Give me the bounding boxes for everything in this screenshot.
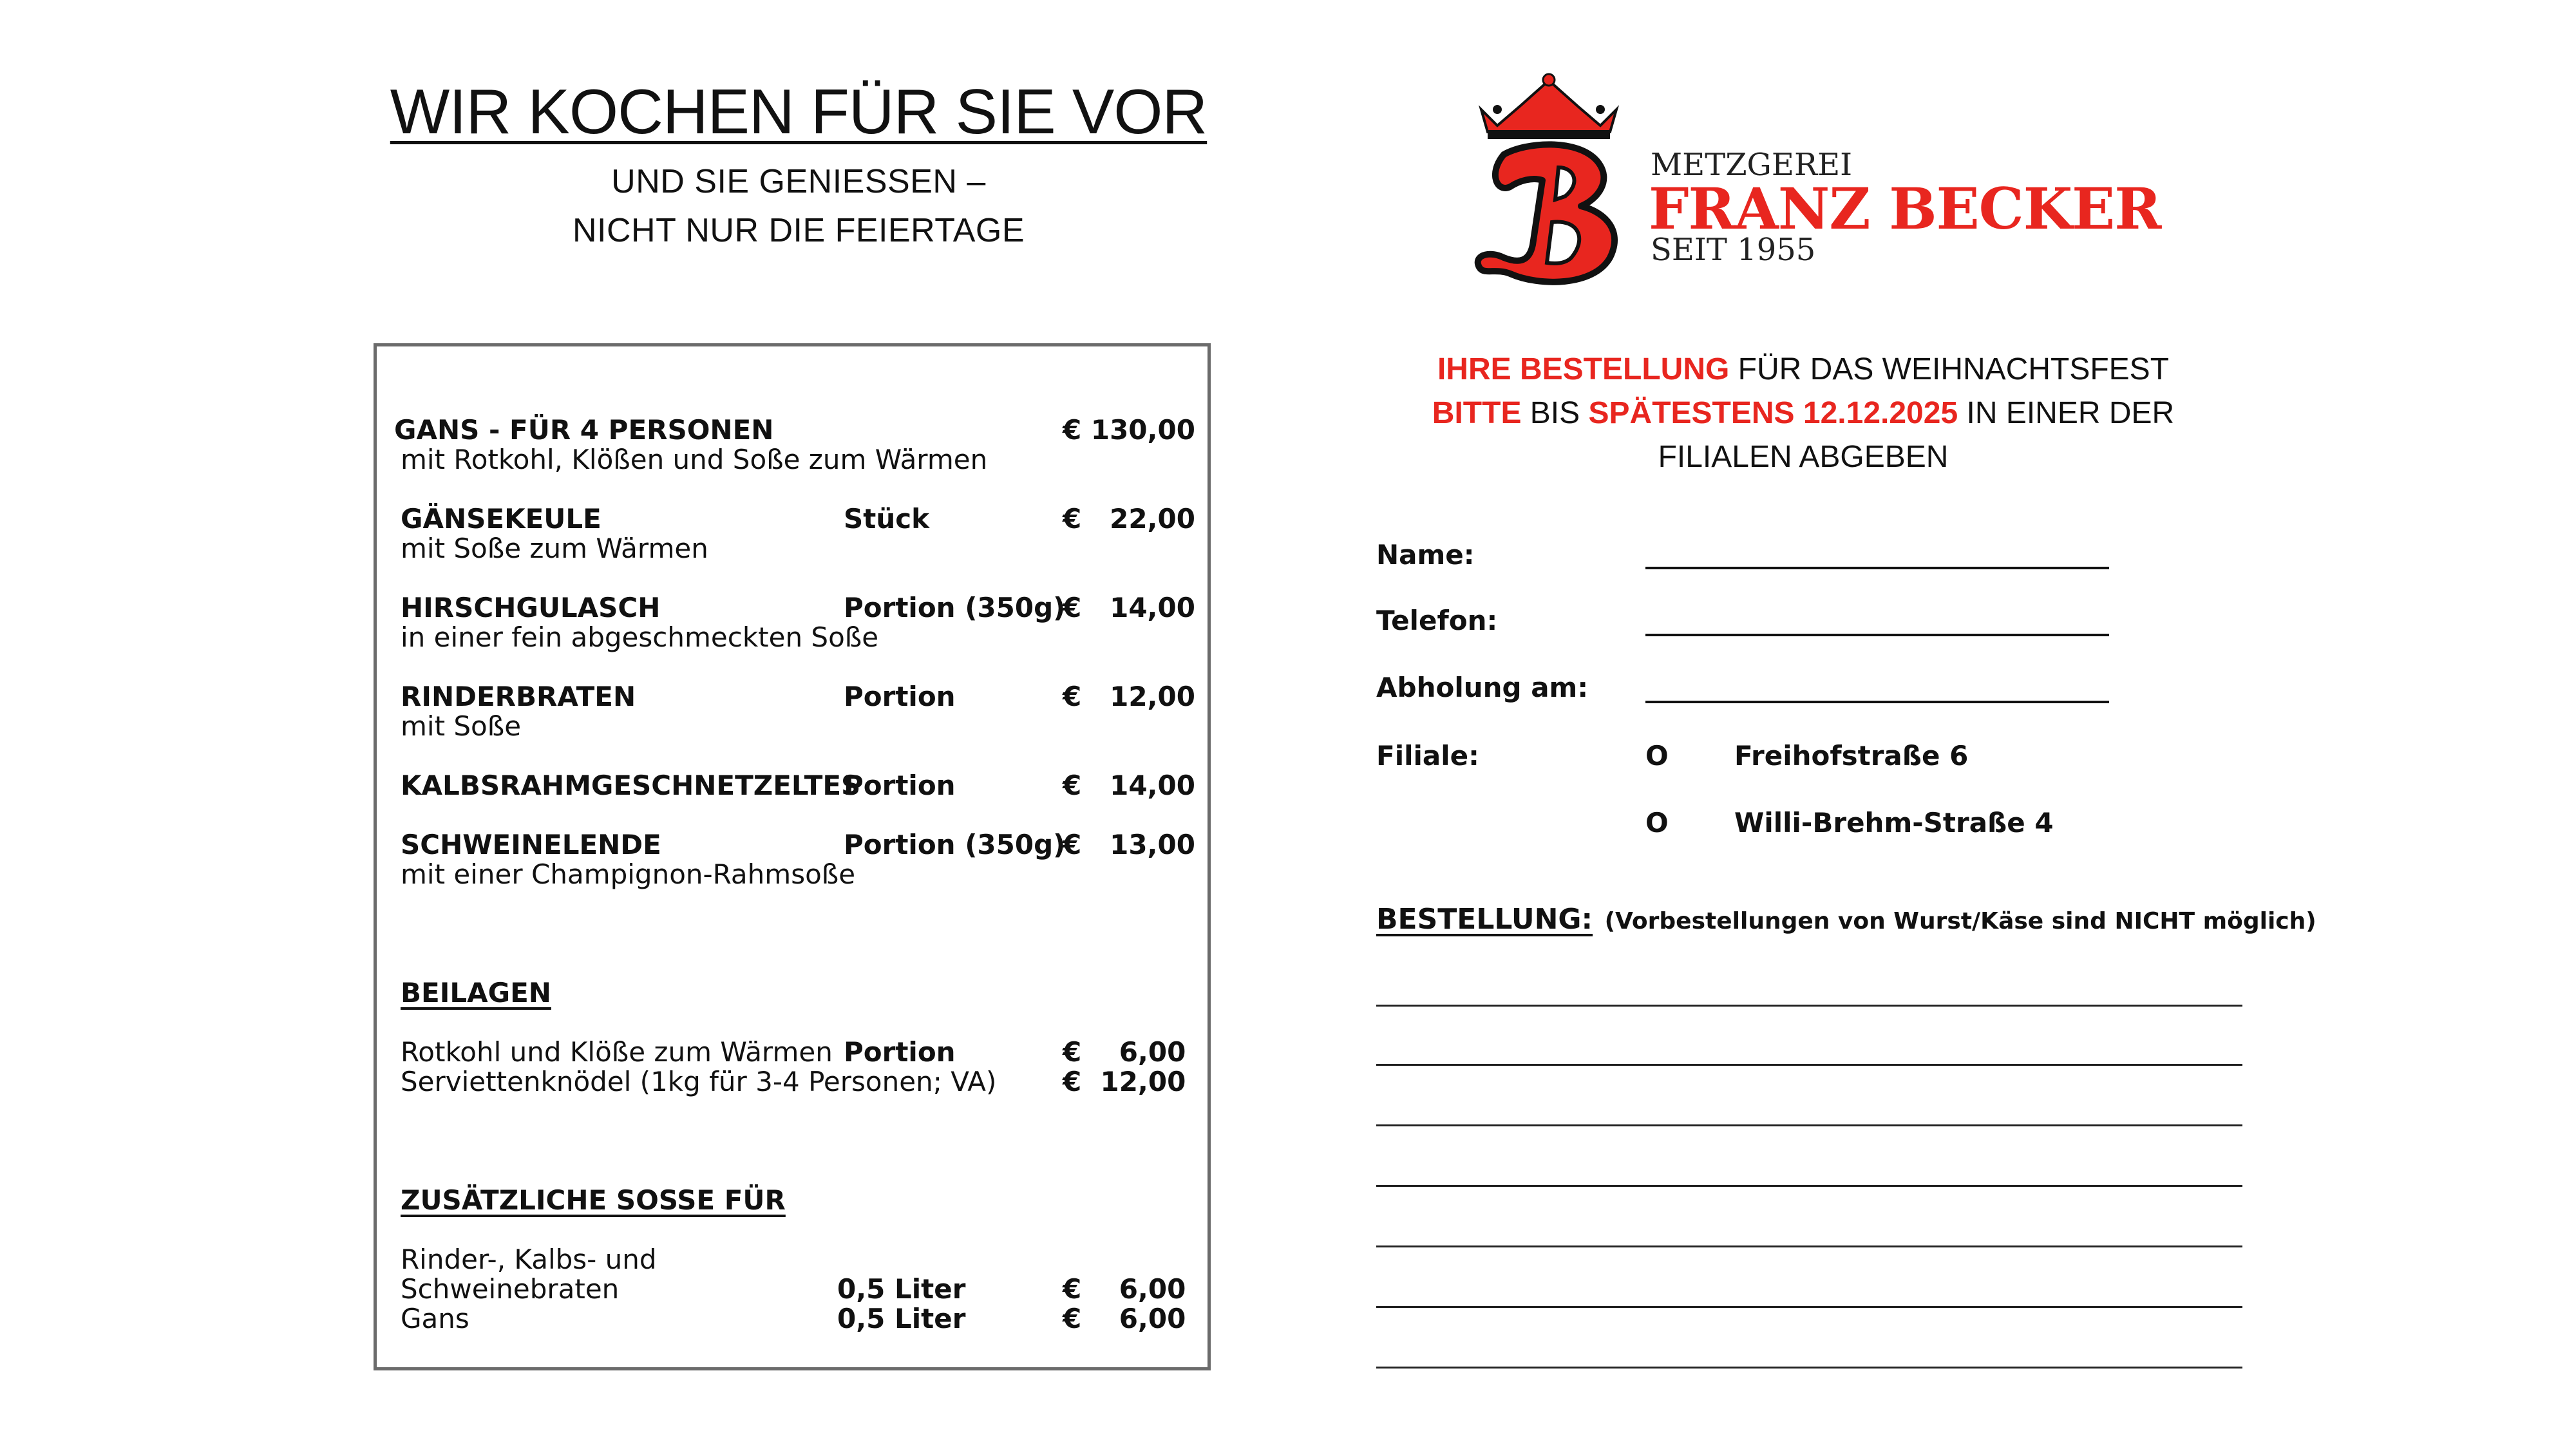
item-unit: Portion (844, 681, 956, 712)
item-price: € 14,00 (1063, 592, 1195, 623)
name-field[interactable] (1645, 567, 2109, 569)
order-note: (Vorbestellungen von Wurst/Käse sind NICHT möglich) (1604, 908, 2316, 934)
item-price: € 13,00 (1063, 829, 1195, 860)
order-line[interactable] (1376, 1124, 2242, 1126)
item-unit: Portion (350g) (844, 829, 1066, 860)
side-price: € 12,00 (1063, 1066, 1186, 1097)
pickup-date-field[interactable] (1645, 701, 2109, 703)
order-notice-line-3: FILIALEN ABGEBEN (1658, 440, 1949, 474)
item-price: € 22,00 (1063, 503, 1195, 535)
item-name: SCHWEINELENDE (401, 829, 661, 860)
item-desc: mit Soße zum Wärmen (401, 533, 708, 564)
sauce-name-line1: Rinder-, Kalbs- und (401, 1244, 657, 1275)
item-unit: Stück (844, 503, 930, 535)
order-line[interactable] (1376, 1245, 2242, 1247)
order-line[interactable] (1376, 1185, 2242, 1187)
radio-circle-icon[interactable]: O (1645, 807, 1669, 838)
phone-field[interactable] (1645, 634, 2109, 636)
item-price: € 130,00 (1063, 414, 1195, 446)
item-price: € 14,00 (1063, 770, 1195, 801)
sauce-unit: 0,5 Liter (837, 1273, 966, 1305)
notice-text: FÜR DAS WEIHNACHTSFEST (1729, 352, 2170, 386)
item-unit: Portion (350g) (844, 592, 1066, 623)
brand-prefix: METZGEREI (1651, 147, 1853, 183)
order-notice-line-2 (1417, 395, 2190, 431)
notice-deadline: SPÄTESTENS 12.12.2025 (1588, 396, 1958, 430)
item-desc: mit Soße (401, 710, 522, 742)
brand-logo (1468, 71, 1629, 290)
order-heading-row (1376, 904, 2316, 937)
item-price: € 12,00 (1063, 681, 1195, 712)
brand-since: SEIT 1955 (1651, 232, 1816, 268)
side-name: Serviettenknödel (1kg für 3-4 Personen; VA) (401, 1066, 997, 1097)
order-line[interactable] (1376, 1064, 2242, 1066)
order-notice-line-1 (1417, 352, 2190, 388)
side-unit: Portion (844, 1036, 956, 1068)
sauce-name-line2: Gans (401, 1303, 469, 1334)
item-desc: mit Rotkohl, Klößen und Soße zum Wärmen (401, 444, 988, 475)
sauce-unit: 0,5 Liter (837, 1303, 966, 1334)
item-desc: in einer fein abgeschmeckten Soße (401, 621, 879, 653)
phone-label: Telefon: (1376, 605, 1498, 636)
pickup-label: Abholung am: (1376, 672, 1589, 703)
item-desc: mit einer Champignon-Rahmsoße (401, 858, 856, 890)
name-label: Name: (1376, 539, 1475, 571)
order-line[interactable] (1376, 1306, 2242, 1308)
sauce-price: € 6,00 (1063, 1273, 1186, 1305)
item-unit: Portion (844, 770, 956, 801)
letter-b-icon (1478, 144, 1615, 281)
sauce-name-line2: Schweinebraten (401, 1273, 620, 1305)
order-heading: BESTELLUNG: (1376, 903, 1593, 936)
sauce-price: € 6,00 (1063, 1303, 1186, 1334)
item-name: HIRSCHGULASCH (401, 592, 661, 623)
branch-label: Filiale: (1376, 740, 1479, 772)
notice-highlight: IHRE BESTELLUNG (1437, 352, 1730, 386)
brand-name: FRANZ BECKER (1649, 175, 2161, 242)
item-name: GANS - FÜR 4 PERSONEN (394, 414, 774, 446)
subheadline-2: NICHT NUR DIE FEIERTAGE (572, 212, 1025, 249)
item-name: RINDERBRATEN (401, 681, 636, 712)
side-price: € 6,00 (1063, 1036, 1186, 1068)
order-line[interactable] (1376, 1005, 2242, 1007)
sauce-heading: ZUSÄTZLICHE SOSSE FÜR (401, 1184, 786, 1216)
headline: WIR KOCHEN FÜR SIE VOR (390, 76, 1208, 147)
item-name: GÄNSEKEULE (401, 503, 601, 535)
notice-text: IN EINER DER (1958, 396, 2175, 430)
order-line[interactable] (1376, 1367, 2242, 1368)
sides-heading: BEILAGEN (401, 977, 551, 1009)
branch-option-label: Freihofstraße 6 (1734, 740, 1969, 772)
notice-highlight: BITTE (1432, 396, 1522, 430)
side-name: Rotkohl und Klöße zum Wärmen (401, 1036, 833, 1068)
crown-icon (1481, 74, 1616, 139)
notice-text: BIS (1521, 396, 1589, 430)
item-name: KALBSRAHMGESCHNETZELTES (401, 770, 861, 801)
subheadline-1: UND SIE GENIESSEN – (611, 163, 986, 200)
branch-option-label: Willi-Brehm-Straße 4 (1734, 807, 2054, 838)
radio-circle-icon[interactable]: O (1645, 740, 1669, 772)
